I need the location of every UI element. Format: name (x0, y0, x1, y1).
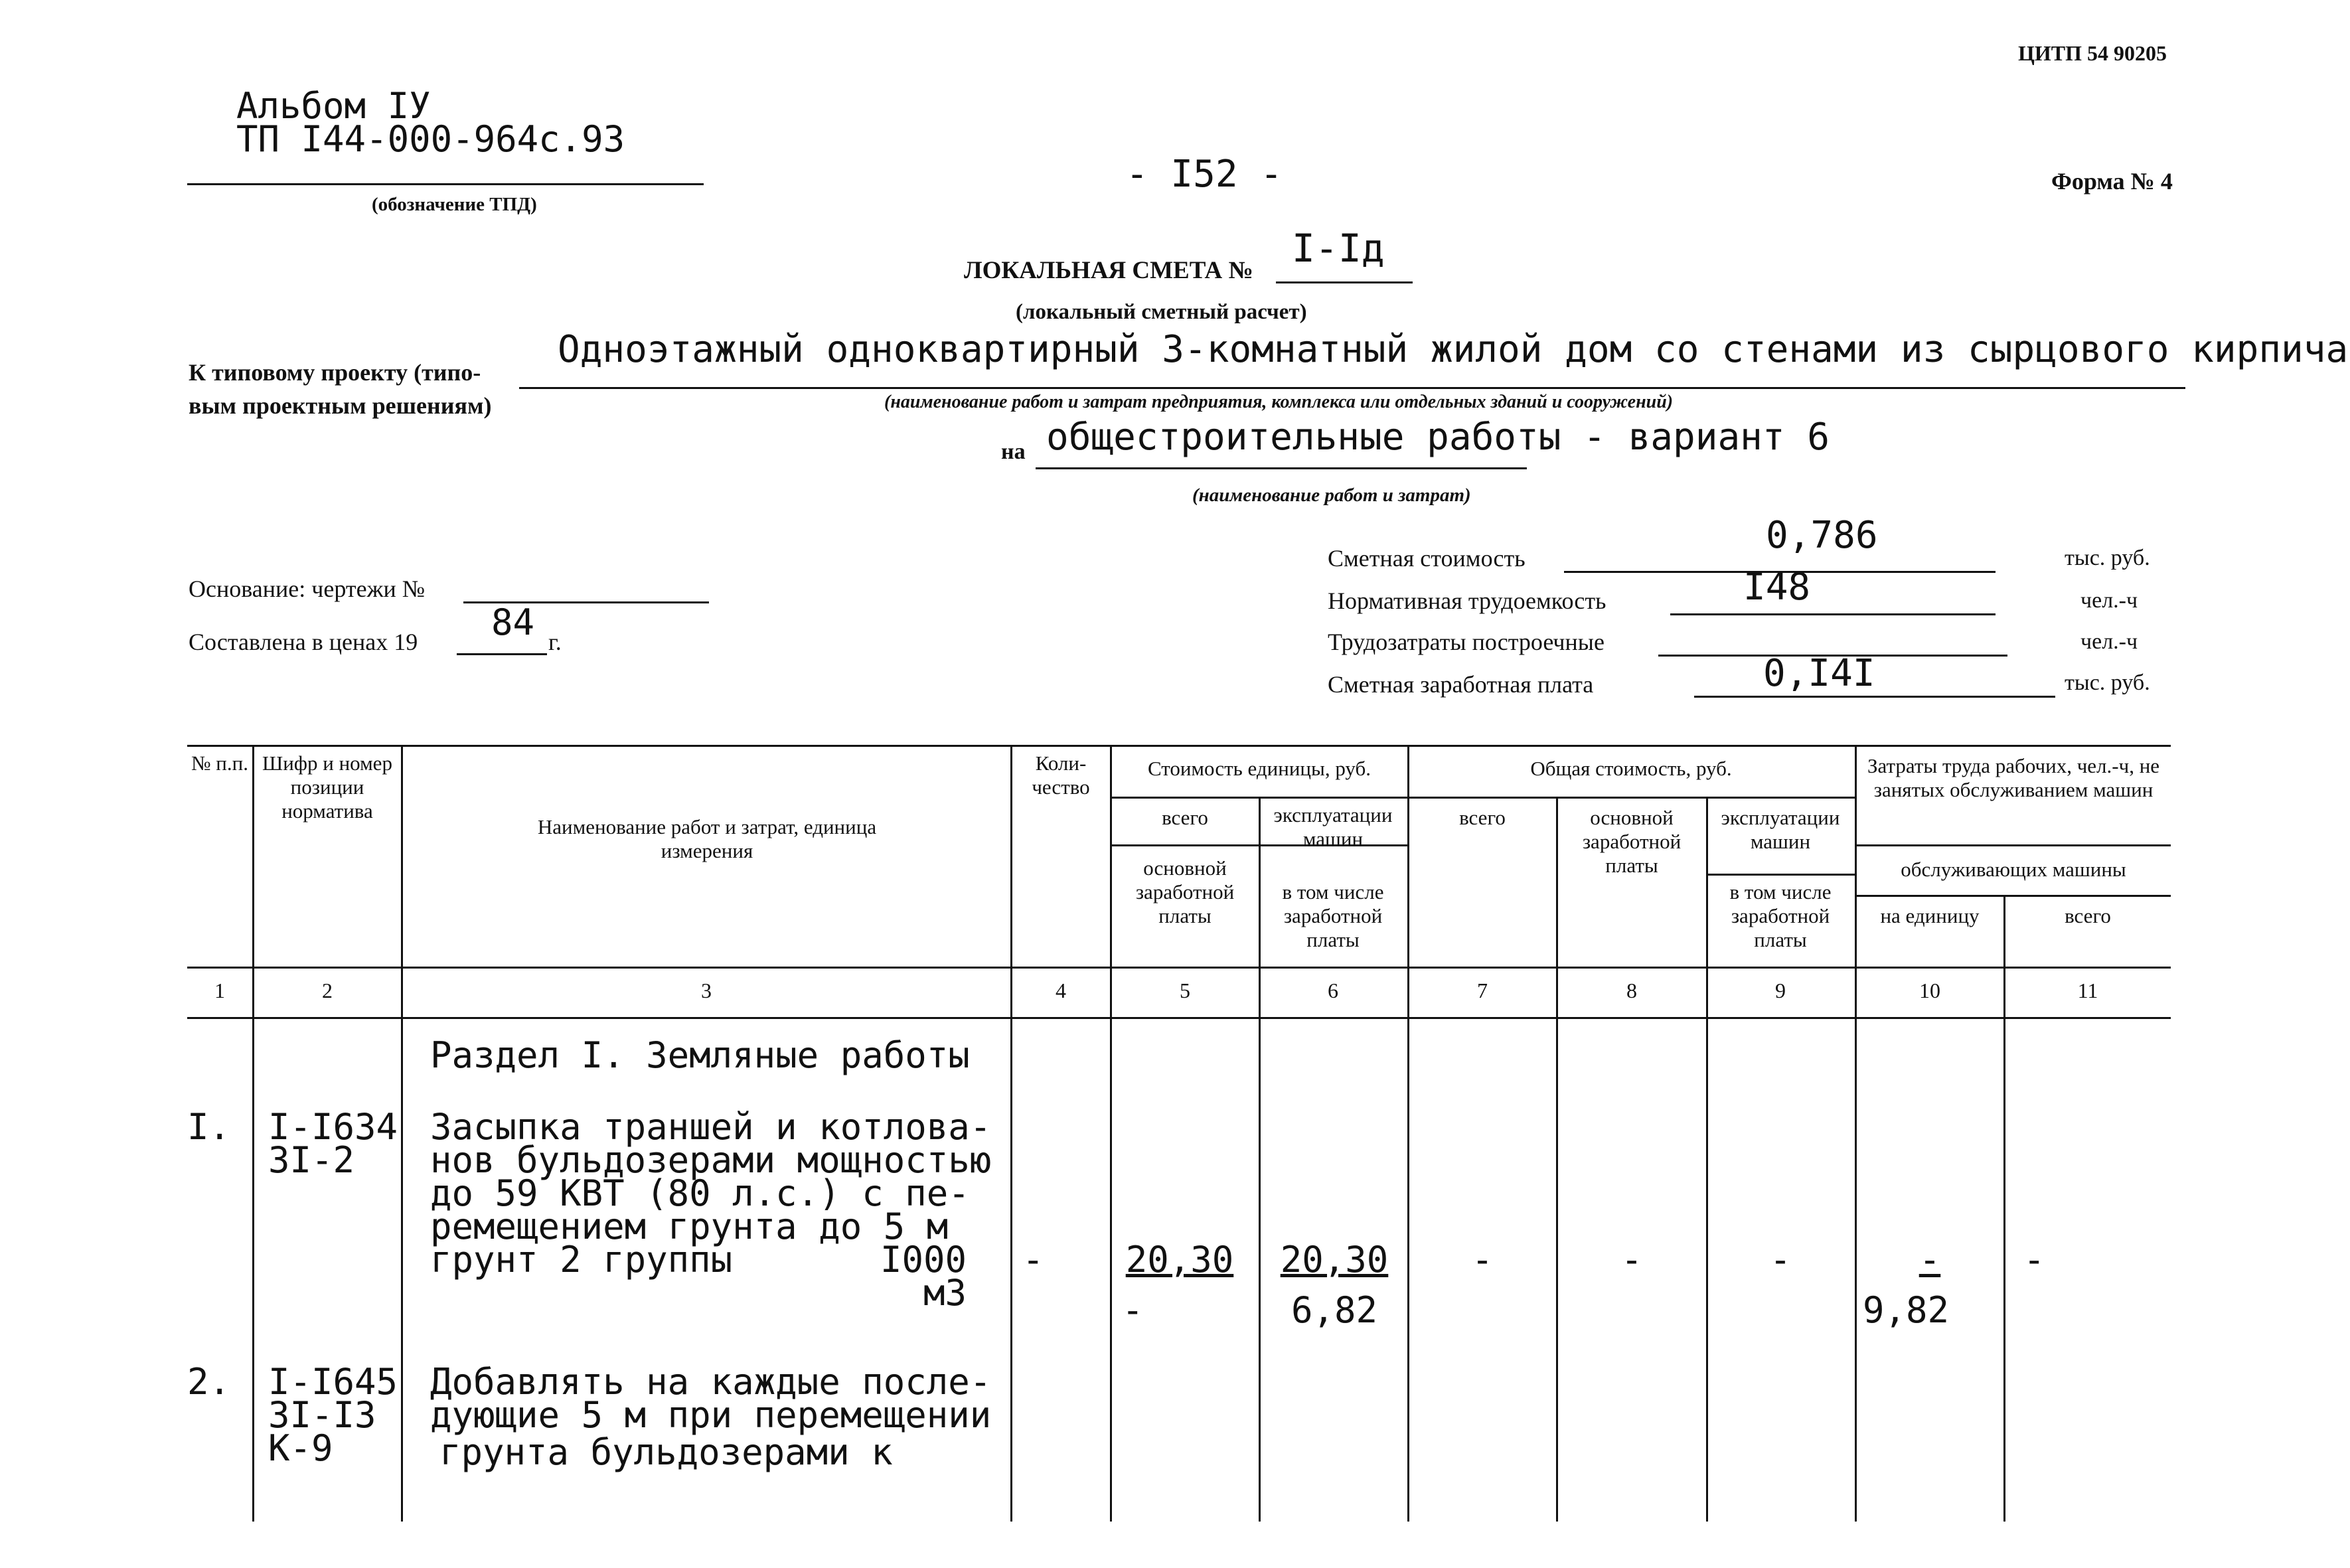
works-name: общестроительные работы - вариант 6 (1046, 416, 1830, 459)
prices-suffix: г. (548, 629, 562, 655)
header-c5-top: всего (1162, 806, 1208, 829)
row-code-line2: 3I-2 (268, 1139, 355, 1181)
col-line-1 (252, 745, 254, 1522)
tp-number: ТП I44-000-964с.93 (236, 118, 625, 160)
row-name-line1: Засыпка траншей и котлова- (430, 1106, 992, 1148)
tp-underline (187, 183, 704, 185)
row-name-line4: ремещением грунта до 5 м (430, 1206, 949, 1247)
works-on-label: на (1001, 439, 1026, 464)
header-num: № п.п. (191, 751, 248, 775)
row-code-line1: I-I645 (268, 1361, 398, 1403)
row-name-line3: до 59 КВТ (80 л.с.) с пе- (430, 1172, 970, 1214)
row-c10-top: - (1919, 1239, 1941, 1281)
row-code-line1: I-I634 (268, 1106, 398, 1148)
project-label-line1: К типовому проекту (типо- (189, 359, 481, 386)
page-number: - I52 - (1126, 153, 1283, 196)
colnum-10: 10 (1919, 979, 1940, 1002)
total-label-cost: Сметная стоимость (1328, 545, 1526, 572)
colnum-6: 6 (1328, 979, 1338, 1002)
table-header-bottom-line (187, 967, 2171, 969)
works-underline (1036, 467, 1527, 469)
labor-sub-line-1 (1855, 844, 2171, 846)
row-code-line3: К-9 (268, 1427, 333, 1469)
labor-sub-line-2 (1855, 895, 2171, 897)
colnum-4: 4 (1056, 979, 1066, 1002)
album-label: Альбом IУ (236, 85, 431, 127)
row-c7: - (1471, 1239, 1494, 1281)
drawings-label: Основание: чертежи № (189, 576, 426, 602)
col-line-3 (1010, 745, 1012, 1522)
colnum-11: 11 (2077, 979, 2098, 1002)
col-line-4 (1110, 745, 1112, 1522)
row-c10-bot: 9,82 (1863, 1289, 1950, 1331)
c9-split-line (1706, 874, 1855, 876)
col-line-9 (1855, 745, 1857, 1522)
header-total-cost: Общая стоимость, руб. (1530, 757, 1732, 780)
col-line-6 (1407, 745, 1409, 1522)
total-unit-site-labor: чел.-ч (2080, 629, 2138, 654)
row-num: 2. (187, 1361, 231, 1403)
row-name-line5: грунт 2 группы (430, 1239, 733, 1281)
total-cost-sub-line (1407, 797, 1855, 799)
row-c11: - (2023, 1239, 2045, 1281)
header-name: Наименование работ и затрат, единица измерения (537, 815, 877, 862)
total-wages-underline (1694, 696, 2055, 698)
header-c8: основной заработной платы (1582, 806, 1682, 877)
row-qty: - (1022, 1239, 1044, 1281)
header-c5-bot: основной заработной платы (1135, 856, 1235, 927)
colnum-5: 5 (1180, 979, 1190, 1002)
colnum-9: 9 (1775, 979, 1786, 1002)
col-line-7 (1556, 797, 1558, 1522)
total-value-labor: I48 (1743, 566, 1811, 609)
total-unit-wages: тыс. руб. (2065, 670, 2150, 695)
total-unit-cost: тыс. руб. (2065, 546, 2150, 570)
document-code: ЦИТП 54 90205 (2018, 41, 2167, 65)
header-labor-sub: обслуживающих машины (1901, 858, 2126, 881)
header-c9-top: эксплуатации машин (1721, 806, 1840, 853)
colnum-8: 8 (1626, 979, 1637, 1002)
total-label-site-labor: Трудозатраты построечные (1328, 629, 1605, 655)
row-name-line3: грунта бульдозерами к (439, 1431, 893, 1473)
total-labor-underline (1670, 613, 1996, 615)
prices-year-underline (457, 653, 547, 655)
total-label-wages: Сметная заработная плата (1328, 671, 1594, 698)
colnum-7: 7 (1477, 979, 1488, 1002)
row-c5-top: 20,30 (1125, 1239, 1234, 1281)
prices-label: Составлена в ценах 19 (189, 629, 418, 655)
header-c10: на единицу (1880, 904, 1980, 927)
row-c8: - (1620, 1239, 1643, 1281)
row-unit-line1: I000 (880, 1239, 967, 1281)
row-c6-top: 20,30 (1280, 1239, 1389, 1281)
estimate-number-underline (1276, 281, 1413, 283)
row-unit-line2: м3 (923, 1272, 967, 1314)
row-c6-bot: 6,82 (1291, 1289, 1378, 1331)
row-code-line2: 3I-I3 (268, 1394, 376, 1436)
estimate-subtitle: (локальный сметный расчет) (1016, 300, 1307, 324)
total-value-cost: 0,786 (1766, 514, 1878, 557)
total-unit-labor: чел.-ч (2080, 588, 2138, 613)
total-value-wages: 0,I4I (1763, 652, 1875, 695)
section-title: Раздел I. Земляные работы (430, 1034, 970, 1076)
header-qty: Коли- чество (1032, 751, 1090, 799)
row-name-line1: Добавлять на каждые после- (430, 1361, 992, 1403)
form-number: Форма № 4 (2051, 168, 2173, 195)
project-name: Одноэтажный одноквартирный 3-комнатный жилой дом со стенами из сырцового кирпича (558, 328, 2349, 371)
header-c6-top: эксплуатации машин (1273, 803, 1393, 850)
project-label-line2: вым проектным решениям) (189, 392, 492, 419)
col-line-10 (2003, 895, 2005, 1522)
estimate-number: I-Iд (1292, 226, 1385, 271)
project-name-underline (519, 387, 2185, 389)
header-code: Шифр и номер позиции норматива (262, 751, 392, 823)
colnum-3: 3 (701, 979, 712, 1002)
header-c7: всего (1459, 806, 1506, 829)
project-name-caption: (наименование работ и затрат предприятия, комплекса или отдельных зданий и сооружений) (884, 392, 1674, 412)
table-top-line (187, 745, 2171, 747)
row-name-line2: нов бульдозерами мощностью (430, 1139, 992, 1181)
row-num: I. (187, 1106, 231, 1148)
row-c5-bot: - (1122, 1289, 1144, 1331)
header-c9-bot: в том числе заработной платы (1729, 880, 1832, 951)
row-c9: - (1769, 1239, 1792, 1281)
col-line-2 (401, 745, 403, 1522)
designation-caption: (обозначение ТПД) (372, 194, 537, 215)
header-unit-cost: Стоимость единицы, руб. (1147, 757, 1371, 780)
row-name-line2: дующие 5 м при перемещении (430, 1394, 992, 1436)
colnum-2: 2 (322, 979, 333, 1002)
header-c11: всего (2065, 904, 2111, 927)
prices-year: 84 (491, 601, 535, 643)
total-label-labor: Нормативная трудоемкость (1328, 588, 1606, 614)
header-c6-bot: в том числе заработной платы (1282, 880, 1384, 951)
estimate-title: ЛОКАЛЬНАЯ СМЕТА № (964, 257, 1253, 284)
colnum-1: 1 (214, 979, 225, 1002)
works-caption: (наименование работ и затрат) (1192, 485, 1471, 506)
table-colnum-bottom-line (187, 1017, 2171, 1019)
header-labor: Затраты труда рабочих, чел.-ч, не занятых обслуживанием машин (1867, 754, 2160, 801)
